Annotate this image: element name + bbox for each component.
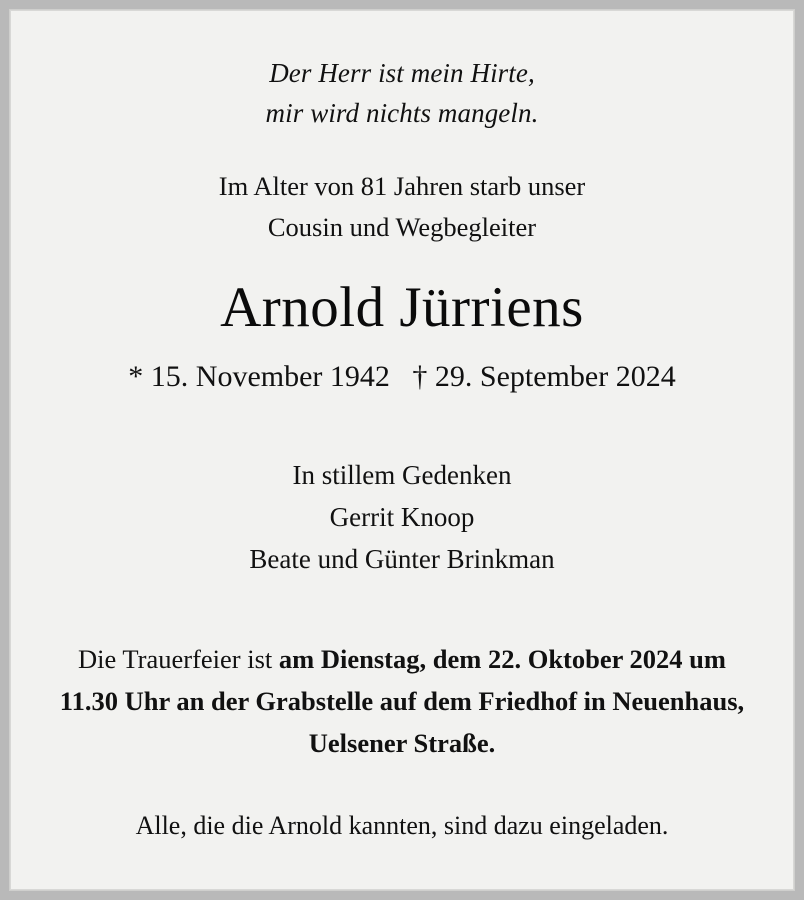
remembrance-block bbox=[249, 454, 554, 580]
ceremony-intro-text: Die Trauerfeier ist bbox=[78, 644, 279, 674]
verse-line-2: mir wird nichts mangeln. bbox=[265, 98, 539, 128]
obituary-card bbox=[10, 10, 794, 890]
remembrance-line-3: Beate und Günter Brinkman bbox=[249, 544, 555, 574]
closing-invitation: Alle, die die Arnold kannten, sind dazu eingeladen. bbox=[135, 811, 669, 840]
ceremony-bold-text: am Dienstag, dem 22. Oktober 2024 um 11.30 Uhr an der Grabstelle auf dem Friedhof in Neuenhaus, Uelsener Straße. bbox=[59, 644, 745, 758]
birth-death-dates: * 15. November 1942 † 29. September 2024 bbox=[128, 360, 676, 393]
ceremony-details bbox=[52, 638, 752, 764]
verse-line-1: Der Herr ist mein Hirte, bbox=[269, 58, 535, 88]
intro-block bbox=[219, 166, 586, 248]
verse-block bbox=[266, 53, 539, 133]
deceased-name: Arnold Jürriens bbox=[220, 276, 584, 339]
remembrance-line-1: In stillem Gedenken bbox=[292, 460, 512, 490]
remembrance-line-2: Gerrit Knoop bbox=[329, 502, 475, 532]
intro-line-1: Im Alter von 81 Jahren starb unser bbox=[218, 171, 586, 201]
intro-line-2: Cousin und Wegbegleiter bbox=[267, 212, 537, 242]
